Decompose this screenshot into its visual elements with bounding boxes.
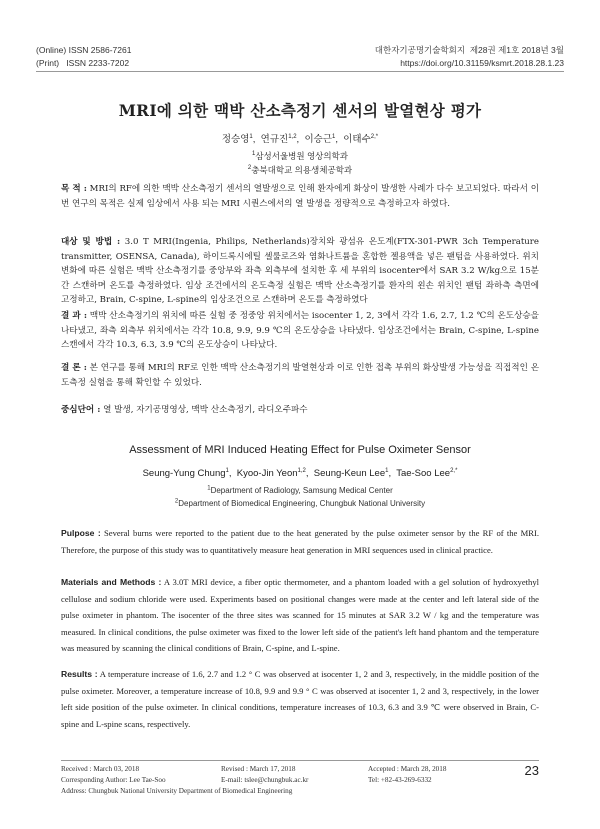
header-divider — [36, 71, 564, 72]
online-issn: (Online) ISSN 2586-7261 — [36, 45, 132, 55]
author-name: 이승근 — [304, 134, 332, 145]
author-list-korean: 정승영$^1$, 연규진$^{1,2}$, 이승근$^1$, 이태수$^{2,*}$ — [221, 133, 379, 145]
affiliation-line: $^2$Department of Biomedical Engineering, Chungbuk National University — [174, 498, 426, 508]
paper-title-korean: MRI에 의한 맥박 산소측정기 센서의 발열현상 평가 — [118, 101, 482, 120]
section-label: 대상 및 방법 : — [61, 237, 121, 247]
author-name: 연규진 — [260, 134, 289, 145]
author-address: Address: Chungbuk National University Department of Biomedical Engineering — [61, 787, 293, 795]
author-name: Tae-Soo Lee — [396, 468, 451, 479]
corresponding-author: Corresponding Author: Lee Tae-Soo — [61, 776, 166, 784]
section-label: Results : — [61, 669, 98, 679]
abstract-conclusion-korean: 결 론 : 본 연구를 통해 MRI의 RF로 인한 맥박 산소측정기의 발열현상과 이로 인한 접촉 부위의 화상발생 가능성을 직접적인 온도측정 실험을 통해 확인할 수 있었다. — [61, 363, 540, 388]
abstract-results-english: Results : A temperature increase of 1.6, 2.7 and 1.2 ° C was observed at isocenter 1, 2 and 3, respectively, in the middle position of the pulse oximeter. Moreover, a temperature increase of 10.8, 9.9 and 9.9 ° C was observed at isocenter 1, 2 and 3, respectively, in the lower left side position of the pulse oximeter. In clinical conditions, temperature increases of 10.3, 6.3 and 3.9 ℃ were observed in Brain, C-spine and L-spine scans, respectively. — [61, 669, 539, 729]
affiliation-line: $^1$삼성서울병원 영상의학과 — [251, 151, 349, 161]
section-label: 결 론 : — [61, 363, 87, 373]
author-name: Kyoo-Jin Yeon — [236, 468, 298, 479]
author-phone: Tel: +82-43-269-6332 — [368, 776, 432, 784]
journal-citation — [375, 44, 564, 70]
author-affiliation-mark: 1 — [331, 133, 336, 140]
revised-date: Revised : March 17, 2018 — [221, 765, 296, 773]
affiliation-line: $^1$Department of Radiology, Samsung Medical Center — [207, 485, 393, 495]
abstract-purpose-english: Pulpose : Several burns were reported to the patient due to the heat generated by the pulse oximeter sensor by the RF of the MRI. Therefore, the purpose of this study was to quantitatively measure heat generation in MRI sequences used in clinical practice. — [61, 528, 539, 555]
abstract-methods-english: Materials and Methods : A 3.0T MRI device, a fiber optic thermometer, and a phantom loaded with a gel solution of hydroxyethyl cellulose and sodium chloride were used. Experiments based on positional changes were made at the center and left lateral side of the pulse oximeter in phantom. The isocenter of the three sites was scanned for 15 minutes at SAR 3.2 W / kg and the temperature was measured. In clinical conditions, the pulse oximeter was fixed to the lower left side of the patient's left hand phantom and the temperature was measured by scanning the clinical conditions of Brain, C-spine, and L-spine. — [61, 577, 539, 654]
abstract-methods-korean: 대상 및 방법 : 3.0 T MRI(Ingenia, Philips, Netherlands)장치와 광섬유 온도계(FTX-301-PWR 3ch Temperature transmitter, OSENSA, Canada), 하이드록시에틸 셀룰로즈와 염화나트륨을 혼합한 젤용액을 넣은 팬텀을 사용하였다. 위치 변화에 따른 실험은 맥박 산소측정기를 중앙부와 좌측 외측부에 설치한 후 세 부위의 isocenter에서 SAR 3.2 W/kg으로 15분간 스캔하며 온도를 측정하였다. 임상 조건에서의 온도측정 실험은 맥박 산소측정기를 환자의 왼손 위치인 팬텀 좌하측 측면에 고정하고, Brain, C-spine, L-spine의 임상조건으로 스캔하며 온도를 측정하였다 — [61, 237, 539, 305]
author-name: 정승영 — [221, 134, 250, 145]
author-affiliation-mark: 2,* — [370, 133, 379, 140]
author-affiliation-mark: 1,2 — [288, 133, 297, 140]
author-name: 이태수 — [343, 134, 371, 145]
author-list-english: Seung-Yung Chung$^1$, Kyoo-Jin Yeon$^{1,2}$, Seung-Keun Lee$^1$, Tae-Soo Lee$^{2,*}$ — [142, 467, 458, 479]
author-affiliation-mark: 2,* — [450, 467, 458, 474]
section-label: 중심단어 : — [61, 405, 101, 415]
section-label: Materials and Methods : — [61, 577, 162, 587]
author-affiliation-mark: 1,2 — [297, 467, 306, 474]
author-email[interactable]: E-mail: tslee@chungbuk.ac.kr — [221, 776, 309, 784]
author-affiliation-mark: 1 — [225, 467, 229, 474]
author-name: Seung-Yung Chung — [142, 468, 226, 479]
article-footer — [61, 764, 481, 797]
section-label: Pulpose : — [61, 528, 101, 538]
abstract-results-korean: 결 과 : 맥박 산소측정기의 위치에 따른 실험 중 정중앙 위치에서는 isocenter 1, 2, 3에서 각각 1.6, 2.7, 1.2 ℃의 온도상승을 나타냈고, 좌측 외측부 위치에서는 각각 10.8, 9.9, 9.9 ℃의 온도상승을 나타냈다. 임상조건에서는 Brain, C-spine, L-spine 스캔에서 각각 10.3, 6.3, 3.9 ℃의 온도상승이 나타났다. — [61, 311, 539, 350]
affiliations-english — [0, 484, 600, 510]
section-label: 목 적 : — [61, 184, 87, 194]
author-name: Seung-Keun Lee — [313, 468, 386, 479]
page-number: 23 — [524, 763, 539, 778]
paper-title-english: Assessment of MRI Induced Heating Effect for Pulse Oximeter Sensor — [129, 444, 471, 456]
received-date: Received : March 03, 2018 — [61, 765, 140, 773]
affiliation-line: $^2$충북대학교 의용생체공학과 — [247, 165, 353, 175]
author-affiliation-mark: 1 — [249, 133, 253, 140]
footer-divider — [61, 760, 539, 761]
affiliations-korean — [0, 149, 600, 177]
doi-link[interactable]: https://doi.org/10.31159/ksmrt.2018.28.1.23 — [400, 58, 564, 68]
journal-issn — [36, 44, 131, 70]
accepted-date: Accepted : March 28, 2018 — [368, 765, 447, 773]
abstract-purpose-korean: 목 적 : MRI의 RF에 의한 맥박 산소측정기 센서의 열발생으로 인해 환자에게 화상이 발생한 사례가 다수 보고되었다. 따라서 이번 연구의 목적은 실제 임상에서 사용 되는 MRI 시퀀스에서의 열 발생을 정량적으로 측정하고자 하였다. — [61, 184, 539, 209]
section-label: 결 과 : — [61, 311, 87, 321]
keywords-korean: 중심단어 : 열 발생, 자기공명영상, 맥박 산소측정기, 라디오주파수 — [61, 405, 308, 415]
author-affiliation-mark: 1 — [385, 467, 389, 474]
print-issn: (Print) ISSN 2233-7202 — [36, 58, 130, 68]
journal-volume: 대한자기공명기술학회지 제28권 제1호 2018년 3월 — [374, 45, 564, 55]
